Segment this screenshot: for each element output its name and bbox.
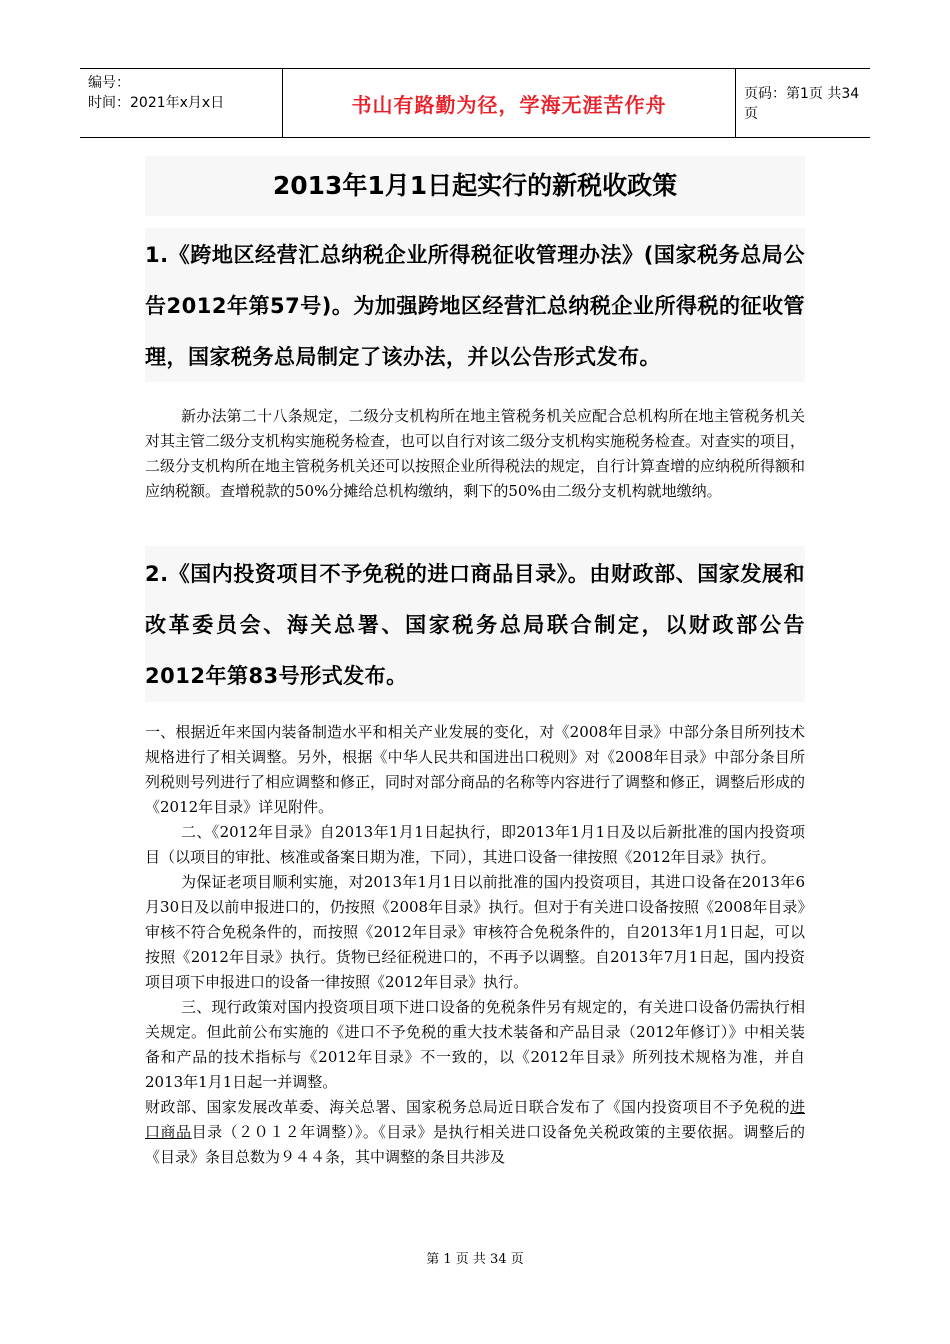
date-label: 时间：2021年x月x日: [88, 95, 225, 111]
section2-heading: 2.《国内投资项目不予免税的进口商品目录》。由财政部、国家发展和改革委员会、海关总署、国家税务总局联合制定，以财政部公告2012年第83号形式发布。: [145, 562, 805, 688]
header-page-info: [736, 69, 870, 137]
header-motto: [283, 69, 736, 137]
p5-text-b: 目录（２０１２年调整）》。《目录》是执行相关进口设备免关税政策的主要依据。调整后的《目录》条目总数为９４４条，其中调整的条目共涉及: [145, 1123, 805, 1166]
page-info-text: 页码：第1页 共34页: [744, 86, 860, 122]
header-meta: [80, 69, 283, 137]
page-header: [80, 68, 870, 138]
document-title: 2013年1月1日起实行的新税收政策: [272, 171, 678, 200]
import-goods-link[interactable]: 进口商品: [145, 1098, 805, 1141]
section2-paragraph-3: 为保证老项目顺利实施，对2013年1月1日以前批准的国内投资项目，其进口设备在2013年6月30日及以前申报进口的，仍按照《2008年目录》执行。但对于有关进口设备按照《2008年目录》审核不符合免税条件的，而按照《2012年目录》审核符合免税条件的，自2013年1月1日起，可以按照《2012年目录》执行。货物已经征税进口的，不再予以调整。自2013年7月1日起，国内投资项目项下申报进口的设备一律按照《2012年目录》执行。: [145, 873, 805, 991]
section2-paragraph-1: 一、根据近年来国内装备制造水平和相关产业发展的变化，对《2008年目录》中部分条目所列技术规格进行了相关调整。另外，根据《中华人民共和国进出口税则》对《2008年目录》中部分条目所列税则号列进行了相应调整和修正，同时对部分商品的名称等内容进行了调整和修正，调整后形成的《2012年目录》详见附件。: [145, 723, 806, 816]
section2-body: [145, 720, 805, 1170]
section1-body: [145, 404, 805, 504]
section2-paragraph-5: [145, 1095, 805, 1170]
page-footer: 第 1 页 共 34 页: [426, 1252, 524, 1267]
motto-text: 书山有路勤为径，学海无涯苦作舟: [351, 92, 667, 117]
section2-paragraph-4: 三、现行政策对国内投资项目项下进口设备的免税条件另有规定的，有关进口设备仍需执行相关规定。但此前公布实施的《进口不予免税的重大技术装备和产品目录（2012年修订）》中相关装备和产品的技术指标与《2012年目录》不一致的，以《2012年目录》所列技术规格为准，并自2013年1月1日起一并调整。: [145, 998, 805, 1091]
section2-paragraph-2: 二、《2012年目录》自2013年1月1日起执行，即2013年1月1日及以后新批准的国内投资项目（以项目的审批、核准或备案日期为准，下同），其进口设备一律按照《2012年目录》执行。: [145, 823, 805, 866]
number-label: 编号：: [88, 75, 130, 91]
section1-paragraph: 新办法第二十八条规定，二级分支机构所在地主管税务机关应配合总机构所在地主管税务机关对其主管二级分支机构实施税务检查，也可以自行对该二级分支机构实施税务检查。对查实的项目，二级分支机构所在地主管税务机关还可以按照企业所得税法的规定，自行计算查增的应纳税所得额和应纳税额。查增税款的50%分摊给总机构缴纳，剩下的50%由二级分支机构就地缴纳。: [145, 407, 806, 500]
section1-heading: 1.《跨地区经营汇总纳税企业所得税征收管理办法》(国家税务总局公告2012年第57号)。为加强跨地区经营汇总纳税企业所得税的征收管理，国家税务总局制定了该办法，并以公告形式发布。: [145, 243, 805, 369]
p5-text-a: 财政部、国家发展改革委、海关总署、国家税务总局近日联合发布了《国内投资项目不予免税的: [145, 1098, 790, 1116]
